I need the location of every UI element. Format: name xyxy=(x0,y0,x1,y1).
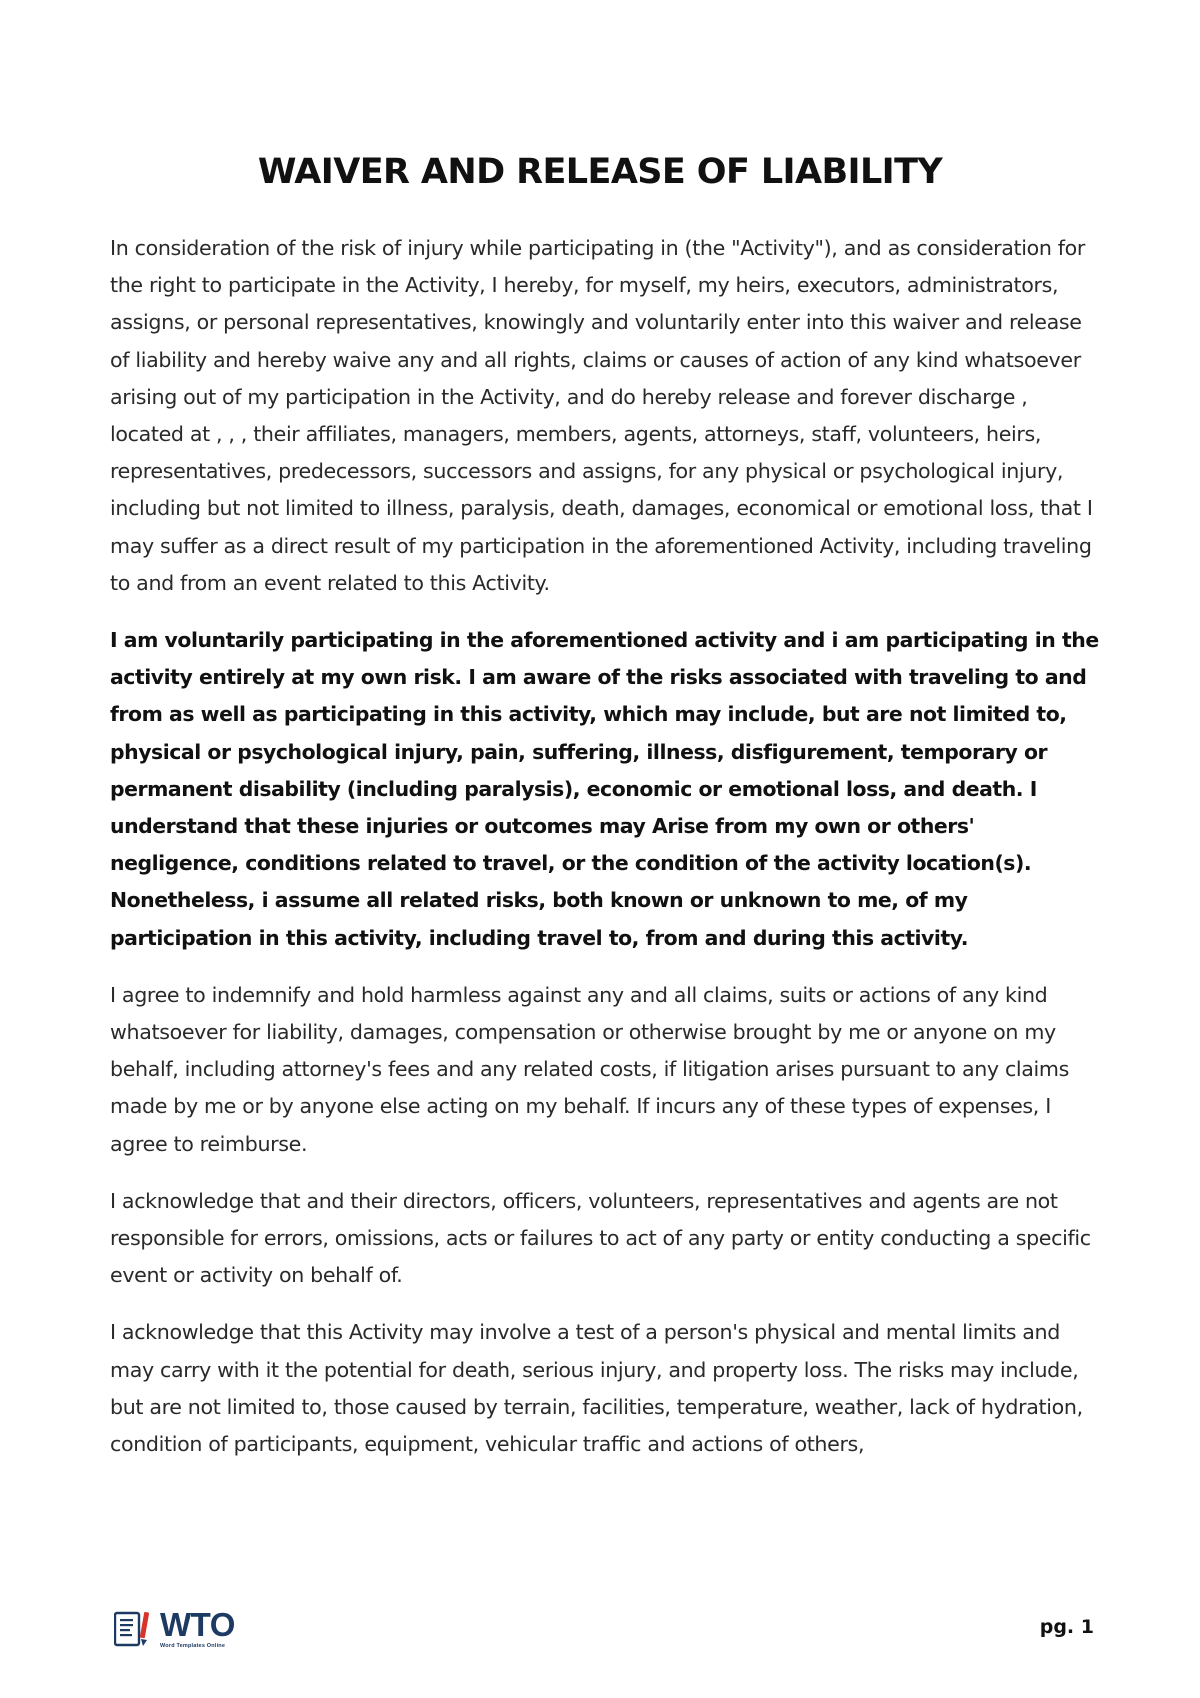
page-number: pg. 1 xyxy=(1039,1616,1094,1638)
paragraph-acknowledgment-risks: I acknowledge that this Activity may involve a test of a person's physical and mental limits and may carry with it the potential for death, serious injury, and property loss. The risks may include, but are not limited to, those caused by terrain, facilities, temperature, weather, lack of hydration, condition of participants, equipment, vehicular traffic and actions of others, xyxy=(110,1320,1083,1457)
paragraph-consideration: In consideration of the risk of injury while participating in (the "Activity"), and as consideration for the right to participate in the Activity, I hereby, for myself, my heirs, executors, administrators, assigns, or personal representatives, knowingly and voluntarily enter into this waiver and release of liability and hereby waive any and all rights, claims or causes of action of any kind whatsoever arising out of my participation in the Activity, and do hereby release and forever discharge , located at , , , their affiliates, managers, members, agents, attorneys, staff, volunteers, heirs, representatives, predecessors, successors and assigns, for any physical or psychological injury, including but not limited to illness, paralysis, death, damages, economical or emotional loss, that I may suffer as a direct result of my participation in the aforementioned Activity, including traveling to and from an event related to this Activity. xyxy=(110,236,1093,595)
logo-tagline: Word Templates Online xyxy=(160,1643,226,1649)
document-title: WAIVER AND RELEASE OF LIABILITY xyxy=(257,152,943,192)
logo-wordmark: WTO xyxy=(160,1606,235,1643)
document-body xyxy=(110,230,1100,1483)
paragraph-assumption-of-risk: I am voluntarily participating in the aforementioned activity and i am participating in the activity entirely at my own risk. I am aware of the risks associated with traveling to and from as well as participating in this activity, which may include, but are not limited to, physical or psychological injury, pain, suffering, illness, disfigurement, temporary or permanent disability (including paralysis), economic or emotional loss, and death. I understand that these injuries or outcomes may Arise from my own or others' negligence, conditions related to travel, or the condition of the activity location(s). Nonetheless, i assume all related risks, both known or unknown to me, of my participation in this activity, including travel to, from and during this activity. xyxy=(110,628,1099,950)
document-logo-icon xyxy=(114,1610,156,1650)
wto-logo xyxy=(110,1606,240,1654)
paragraph-indemnification: I agree to indemnify and hold harmless against any and all claims, suits or actions of any kind whatsoever for liability, damages, compensation or otherwise brought by me or anyone on my behalf, including attorney's fees and any related costs, if litigation arises pursuant to any claims made by me or by anyone else acting on my behalf. If incurs any of these types of expenses, I agree to reimburse. xyxy=(110,982,1070,1156)
paragraph-acknowledgment-responsibility: I acknowledge that and their directors, officers, volunteers, representatives and agents are not responsible for errors, omissions, acts or failures to act of any party or entity conducting a specific event or activity on behalf of. xyxy=(110,1188,1091,1288)
